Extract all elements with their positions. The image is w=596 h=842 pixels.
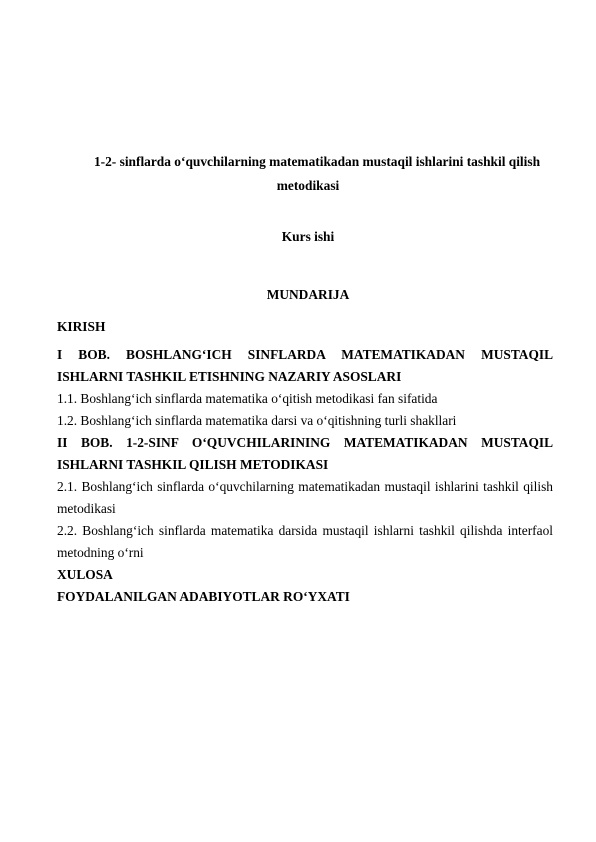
document-subtitle: Kurs ishi xyxy=(281,229,335,244)
toc-entry-section-2-2: 2.2. Boshlang‘ich sinflarda matematika darsida mustaqil ishlarni tashkil qilishda interfaol metodning o‘rni xyxy=(57,523,553,560)
toc-entry-section-1-2: 1.2. Boshlang‘ich sinflarda matematika darsi va o‘qitishning turli shakllari xyxy=(57,413,457,428)
toc-entry-chapter-2: II BOB. 1-2-SINF O‘QUVCHILARINING MATEMATIKADAN MUSTAQIL ISHLARNI TASHKIL QILISH METODIKASI xyxy=(57,435,553,472)
toc-entry-conclusion: XULOSA xyxy=(57,567,113,582)
toc-entry-references: FOYDALANILGAN ADABIYOTLAR RO‘YXATI xyxy=(57,589,350,604)
table-of-contents xyxy=(57,316,553,608)
document-title-line-1: 1-2- sinflarda o‘quvchilarning matematikadan mustaqil ishlarini tashkil qilish xyxy=(93,154,541,169)
toc-heading: MUNDARIJA xyxy=(266,287,350,302)
toc-entry-section-1-1: 1.1. Boshlang‘ich sinflarda matematika o‘qitish metodikasi fan sifatida xyxy=(57,391,438,406)
document-title-line-2: metodikasi xyxy=(276,178,340,193)
toc-entry-section-2-1: 2.1. Boshlang‘ich sinflarda o‘quvchilarning matematikadan mustaqil ishlarini tashkil qilish metodikasi xyxy=(57,479,553,516)
toc-entry-chapter-1: I BOB. BOSHLANG‘ICH SINFLARDA MATEMATIKADAN MUSTAQIL ISHLARNI TASHKIL ETISHNING NAZARIY ASOSLARI xyxy=(57,347,553,384)
document-title xyxy=(60,150,556,198)
toc-entry-intro: KIRISH xyxy=(57,319,106,334)
